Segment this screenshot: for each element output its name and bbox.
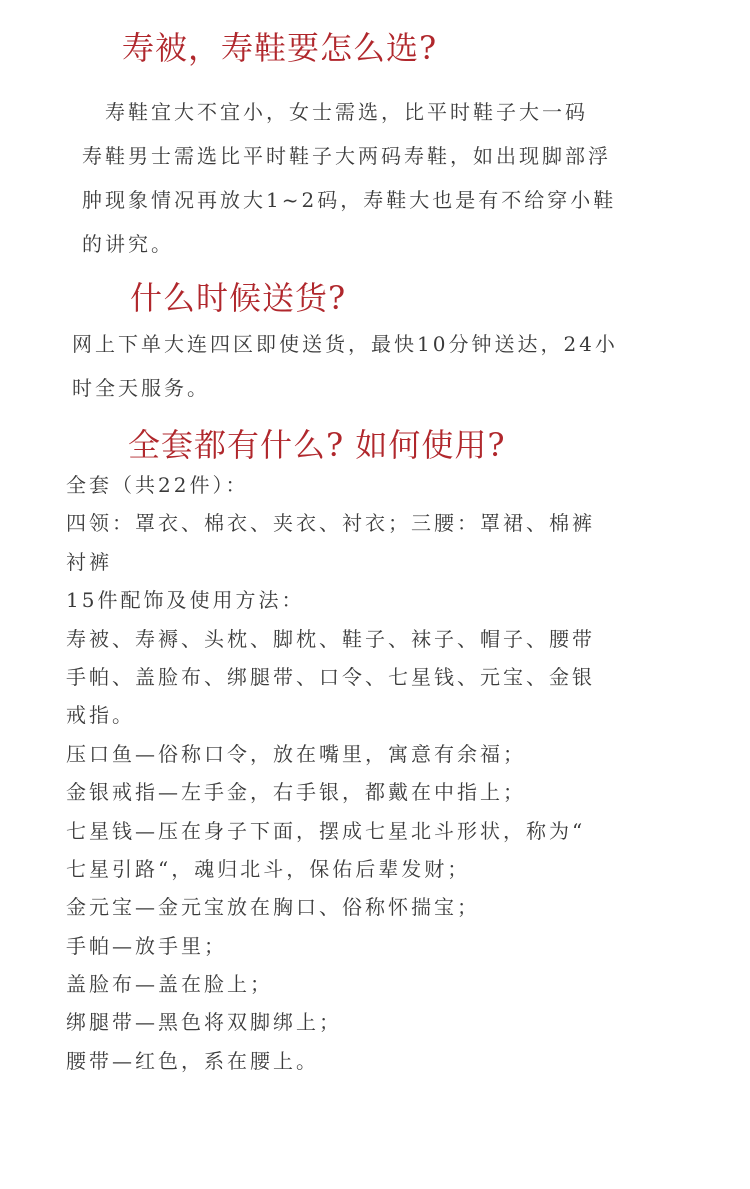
section-title-shoes: 寿被，寿鞋要怎么选? bbox=[122, 29, 438, 67]
text-line: 压口鱼—俗称口令，放在嘴里，寓意有余福； bbox=[66, 741, 526, 766]
text-line: 四领：罩衣、棉衣、夹衣、衬衣；三腰：罩裙、棉裤 bbox=[66, 511, 595, 536]
text-line: 寿鞋宜大不宜小，女士需选，比平时鞋子大一码 bbox=[82, 100, 588, 124]
text-line: 网上下单大连四区即使送货，最快10分钟送达，24小 bbox=[72, 332, 618, 356]
text-line: 腰带—红色，系在腰上。 bbox=[66, 1048, 319, 1073]
text-line: 手帕、盖脸布、绑腿带、口令、七星钱、元宝、金银 bbox=[66, 664, 595, 689]
text-line: 七星钱—压在身子下面，摆成七星北斗形状，称为“ bbox=[66, 818, 586, 843]
text-line: 手帕—放手里； bbox=[66, 933, 227, 958]
text-line: 金银戒指—左手金，右手银，都戴在中指上； bbox=[66, 780, 526, 805]
text-line: 七星引路“，魂归北斗，保佑后辈发财； bbox=[66, 856, 471, 881]
section-body-full-set bbox=[66, 466, 595, 1080]
text-line: 寿被、寿褥、头枕、脚枕、鞋子、袜子、帽子、腰带 bbox=[66, 626, 595, 651]
text-line: 时全天服务。 bbox=[72, 376, 210, 400]
text-line: 盖脸布—盖在脸上； bbox=[66, 972, 273, 997]
text-line: 戒指。 bbox=[66, 703, 135, 728]
section-title-full-set: 全套都有什么? 如何使用? bbox=[128, 426, 506, 464]
section-title-delivery: 什么时候送货? bbox=[130, 279, 347, 317]
section-body-delivery bbox=[72, 322, 618, 410]
text-line: 衬裤 bbox=[66, 549, 112, 574]
text-line: 的讲究。 bbox=[82, 232, 174, 256]
text-line: 全套（共22件）： bbox=[66, 473, 249, 497]
text-line: 寿鞋男士需选比平时鞋子大两码寿鞋，如出现脚部浮 bbox=[82, 144, 611, 168]
text-line: 15件配饰及使用方法： bbox=[66, 588, 305, 613]
text-line: 肿现象情况再放大1~2码，寿鞋大也是有不给穿小鞋 bbox=[82, 188, 617, 212]
text-line: 金元宝—金元宝放在胸口、俗称怀揣宝； bbox=[66, 895, 480, 920]
text-line: 绑腿带—黑色将双脚绑上； bbox=[66, 1010, 342, 1035]
section-body-shoes bbox=[82, 90, 616, 266]
